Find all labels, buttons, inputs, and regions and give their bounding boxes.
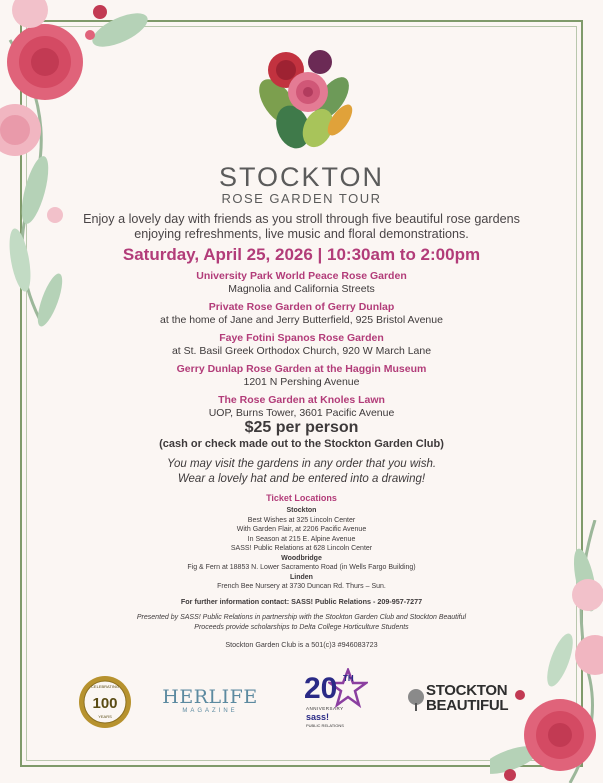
city-label: Stockton (286, 507, 317, 514)
intro-text: Enjoy a lovely day with friends as you stroll through five beautiful rose gardens enjoying refreshments, live music and floral demonstrations. (83, 212, 520, 241)
presented-line: Presented by SASS! Public Relations in partnership with the Stockton Garden Club and Stockton Beautiful (136, 614, 467, 621)
garden-item (80, 332, 523, 358)
garden-location: UOP, Burns Tower, 3601 Pacific Avenue (208, 407, 395, 419)
rose-logo (248, 42, 358, 152)
garden-location: 1201 N Pershing Avenue (243, 376, 360, 388)
event-date: Saturday, April 25, 2026 | 10:30am to 2:00pm (122, 245, 481, 264)
visit-line: You may visit the gardens in any order that you wish. (166, 458, 437, 470)
location-line: Fig & Fern at 18853 N. Lower Sacramento Road (in Wells Fargo Building) (187, 564, 416, 571)
anniversary-number: 20 (304, 672, 338, 705)
anniversary-suffix: TH (343, 674, 354, 683)
nonprofit-info: Stockton Garden Club is a 501(c)3 #946083723 (225, 640, 378, 649)
garden-location: at the home of Jane and Jerry Butterfield, 925 Bristol Avenue (160, 314, 443, 326)
contact-info: For further information contact: SASS! Public Relations - 209-957-7277 (180, 597, 423, 606)
location-line: French Bee Nursery at 3730 Duncan Rd. Thurs – Sun. (217, 583, 386, 590)
herlife-magazine-logo (162, 686, 258, 714)
page-title: STOCKTON (218, 162, 385, 192)
payment-note: (cash or check made out to the Stockton Garden Club) (159, 438, 444, 450)
presented-line: Proceeds provide scholarships to Delta College Horticulture Students (194, 623, 409, 631)
sass-anniversary-logo (298, 668, 370, 730)
ticket-locations-heading: Ticket Locations (266, 493, 337, 503)
centennial-seal-logo (78, 675, 132, 729)
page-subtitle: ROSE GARDEN TOUR (221, 191, 382, 206)
herlife-sub: MAGAZINE (182, 708, 238, 714)
herlife-name: HERLIFE (162, 686, 258, 708)
garden-name: University Park World Peace Rose Garden (196, 270, 407, 282)
ticket-locations (100, 506, 503, 592)
garden-name: The Rose Garden at Knoles Lawn (218, 394, 385, 406)
sass-name: sass! (306, 712, 330, 722)
garden-name: Faye Fotini Spanos Rose Garden (219, 332, 384, 344)
seal-bottom-text: YEARS (98, 714, 112, 719)
stockton-beautiful-logo (408, 683, 528, 713)
location-line: SASS! Public Relations at 628 Lincoln Center (230, 545, 373, 552)
garden-list (80, 270, 523, 425)
stockton-beautiful-line1: STOCKTON (426, 682, 508, 699)
garden-location: Magnolia and California Streets (228, 283, 375, 295)
garden-name: Private Rose Garden of Gerry Dunlap (208, 301, 395, 313)
garden-item (80, 270, 523, 296)
city-label: Linden (290, 573, 313, 581)
location-line: Best Wishes at 325 Lincoln Center (247, 516, 356, 524)
garden-item (80, 301, 523, 327)
garden-location: at St. Basil Greek Orthodox Church, 920 W March Lane (171, 345, 432, 357)
presented-by (80, 613, 523, 632)
location-line: In Season at 215 E. Alpine Avenue (247, 535, 356, 543)
ticket-price: $25 per person (244, 419, 359, 436)
garden-item (80, 363, 523, 389)
location-line: With Garden Flair, at 2206 Pacific Avenue (236, 526, 367, 533)
garden-item (80, 394, 523, 420)
rose-decoration-bottom-right (490, 520, 603, 783)
visit-note (0, 457, 603, 487)
tree-icon (406, 689, 426, 711)
sass-pr: PUBLIC RELATIONS (306, 723, 344, 728)
seal-top-text: CELEBRATING (91, 684, 119, 689)
seal-number: 100 (92, 695, 118, 712)
city-label: Woodbridge (281, 554, 322, 562)
anniversary-label: ANNIVERSARY (306, 706, 344, 711)
visit-line: Wear a lovely hat and be entered into a drawing! (177, 473, 426, 485)
stockton-beautiful-line2: BEAUTIFUL (426, 697, 509, 714)
garden-name: Gerry Dunlap Rose Garden at the Haggin Museum (176, 363, 427, 375)
